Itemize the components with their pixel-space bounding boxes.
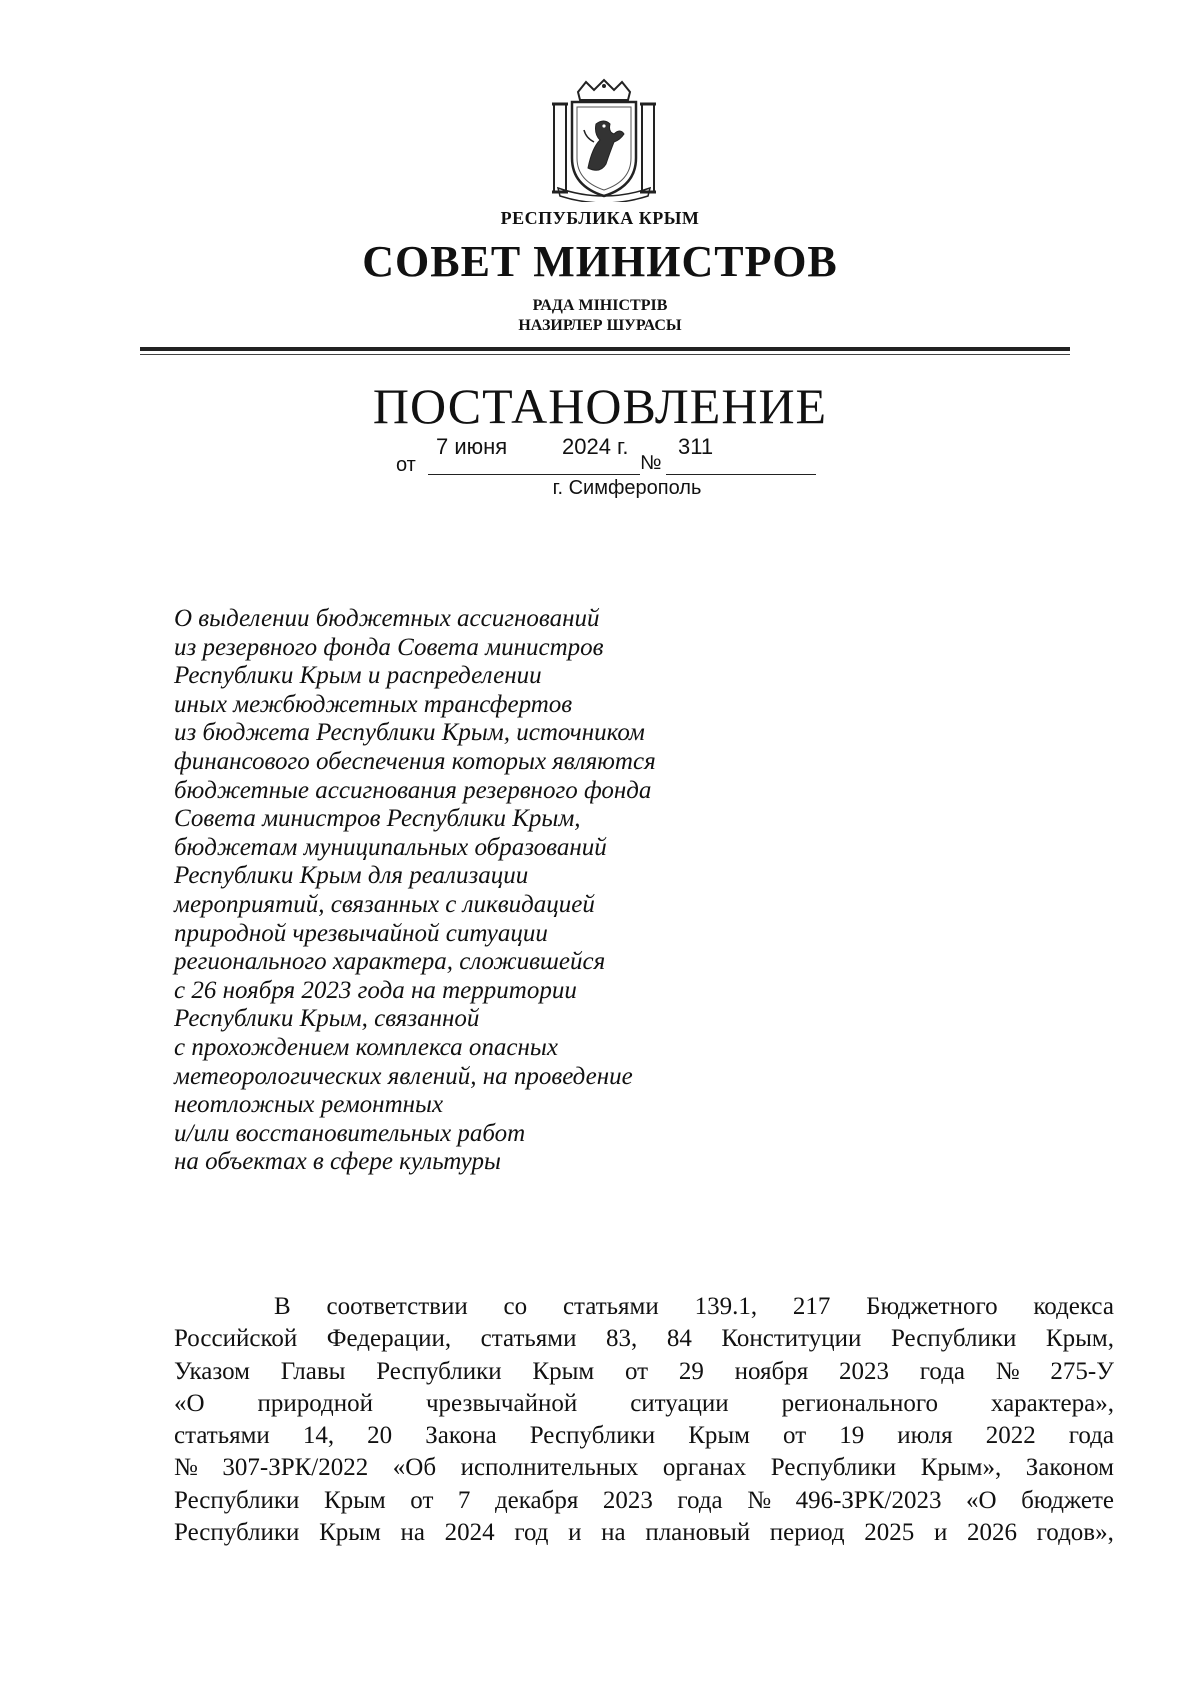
title-line: бюджетные ассигнования резервного фонда bbox=[174, 776, 652, 804]
title-line: регионального характера, сложившейся bbox=[174, 948, 606, 976]
header-divider-thin bbox=[140, 354, 1070, 355]
header-divider-thick bbox=[140, 347, 1070, 351]
date-prefix-label: от bbox=[396, 454, 416, 476]
crimea-coat-of-arms-icon bbox=[548, 78, 660, 202]
title-line: метеорологических явлений, на проведение bbox=[174, 1062, 633, 1090]
resolution-body bbox=[174, 1291, 1114, 1549]
number-label: № bbox=[640, 452, 662, 474]
number-underline bbox=[666, 474, 816, 475]
body-line: № 307-ЗРК/2022 «Об исполнительных органах Республики Крым», Законом bbox=[174, 1454, 1114, 1482]
date-number-row bbox=[390, 434, 830, 474]
title-line: бюджетам муниципальных образований bbox=[174, 833, 607, 861]
body-line: Российской Федерации, статьями 83, 84 Конституции Республики Крым, bbox=[174, 1325, 1114, 1353]
title-line: с прохождением комплекса опасных bbox=[174, 1033, 558, 1061]
republic-label: РЕСПУБЛИКА КРЫМ bbox=[500, 208, 700, 228]
body-line: «О природной чрезвычайной ситуации регионального характера», bbox=[174, 1389, 1114, 1417]
title-line: финансового обеспечения которых являются bbox=[174, 747, 656, 775]
title-line: Совета министров Республики Крым, bbox=[174, 805, 581, 833]
title-line: иных межбюджетных трансфертов bbox=[174, 690, 573, 718]
number-value: 311 bbox=[678, 434, 714, 459]
council-title: СОВЕТ МИНИСТРОВ bbox=[362, 237, 838, 286]
body-line: Республики Крым от 7 декабря 2023 года № 496-ЗРК/2023 «О бюджете bbox=[174, 1486, 1114, 1514]
title-line: и/или восстановительных работ bbox=[174, 1119, 526, 1147]
title-line: природной чрезвычайной ситуации bbox=[174, 919, 548, 947]
date-value: 7 июня bbox=[436, 434, 508, 459]
body-line: Республики Крым на 2024 год и на плановый период 2025 и 2026 годов», bbox=[174, 1519, 1114, 1547]
year-value: 2024 г. bbox=[562, 434, 629, 459]
title-line: из резервного фонда Совета министров bbox=[174, 633, 604, 661]
title-line: с 26 ноября 2023 года на территории bbox=[174, 976, 577, 1004]
body-line: Указом Главы Республики Крым от 29 ноября 2023 года № 275-У bbox=[174, 1357, 1114, 1385]
title-line: Республики Крым, связанной bbox=[174, 1005, 480, 1033]
title-line: из бюджета Республики Крым, источником bbox=[174, 719, 645, 747]
body-line: статьями 14, 20 Закона Республики Крым от 19 июля 2022 года bbox=[174, 1422, 1114, 1450]
title-line: Республики Крым для реализации bbox=[174, 862, 529, 890]
resolution-title bbox=[174, 605, 734, 1177]
council-title-crh: НАЗИРЛЕР ШУРАСЫ bbox=[518, 317, 682, 334]
title-line: неотложных ремонтных bbox=[174, 1091, 444, 1119]
title-line: мероприятий, связанных с ликвидацией bbox=[174, 890, 595, 918]
date-underline bbox=[428, 474, 640, 475]
body-line: В соответствии со статьями 139.1, 217 Бюджетного кодекса bbox=[274, 1293, 1114, 1320]
city-label: г. Симферополь bbox=[552, 477, 702, 499]
document-type-title: ПОСТАНОВЛЕНИЕ bbox=[372, 378, 828, 434]
title-line: Республики Крым и распределении bbox=[174, 662, 542, 690]
title-line: О выделении бюджетных ассигнований bbox=[174, 605, 600, 632]
council-title-ua: РАДА МІНІСТРІВ bbox=[532, 297, 668, 314]
title-line: на объектах в сфере культуры bbox=[174, 1148, 501, 1176]
